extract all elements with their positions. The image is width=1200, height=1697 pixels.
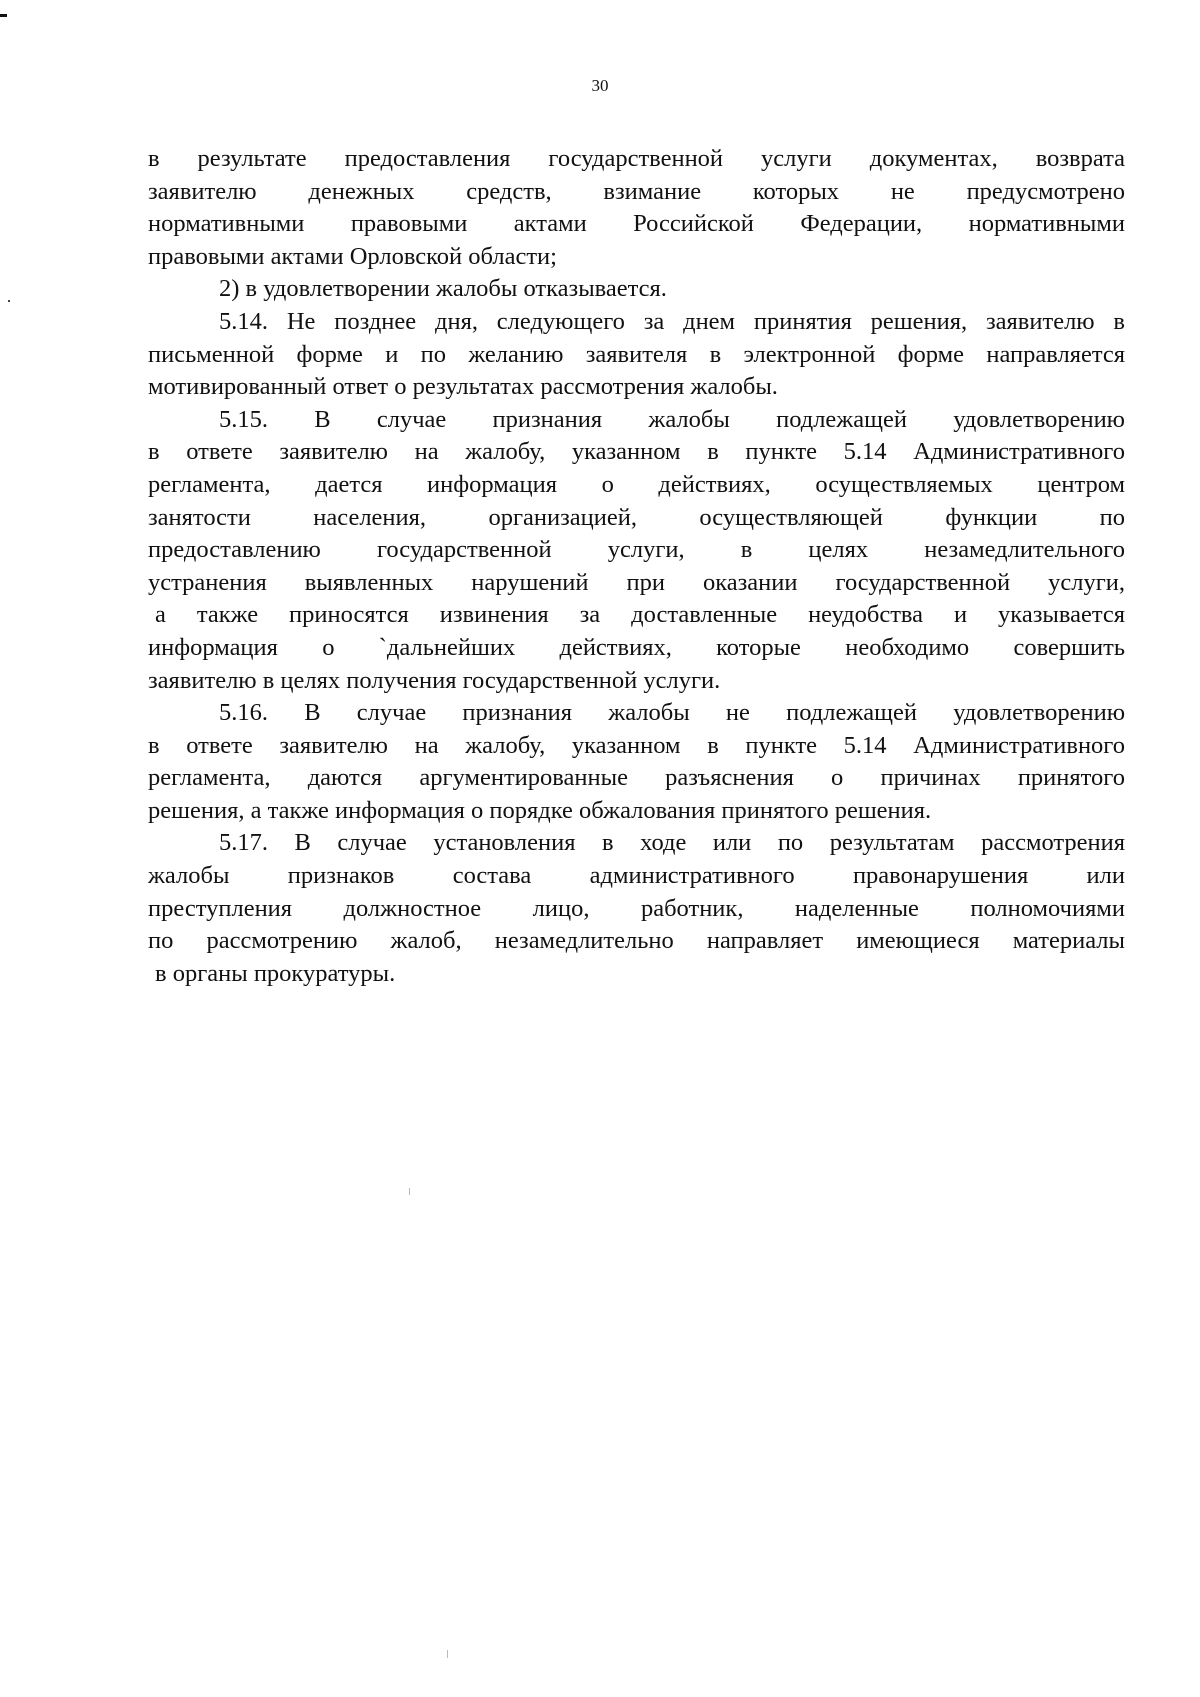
text-line: предоставлению государственной услуги, в целях незамедлительного [148,536,1125,564]
text-line: 5.16. В случае признания жалобы не подлежащей удовлетворению [219,699,1125,727]
document-body [148,143,1125,990]
text-line: регламента, дается информация о действиях, осуществляемых центром [148,470,1125,498]
scan-artifact [447,1650,448,1658]
text-line: мотивированный ответ о результатах рассмотрения жалобы. [148,373,778,401]
scan-artifact [0,14,7,17]
text-line: преступления должностное лицо, работник, наделенные полномочиями [148,894,1125,922]
text-line: решения, а также информация о порядке обжалования принятого решения. [148,796,932,824]
text-line: заявителю в целях получения государственной услуги. [148,666,721,694]
page-number: 30 [591,76,609,95]
text-line: 5.14. Не позднее дня, следующего за днем принятия решения, заявителю в [219,307,1125,335]
text-line: письменной форме и по желанию заявителя в электронной форме направляется [148,340,1125,368]
text-line: 2) в удовлетворении жалобы отказывается. [219,275,667,303]
text-line: заявителю денежных средств, взимание которых не предусмотрено [148,177,1125,205]
text-line: в ответе заявителю на жалобу, указанном в пункте 5.14 Административного [148,731,1125,759]
text-line: жалобы признаков состава административного правонарушения или [148,862,1125,890]
text-line: 5.15. В случае признания жалобы подлежащей удовлетворению [219,405,1125,433]
text-line: информация о `дальнейших действиях, которые необходимо совершить [148,633,1125,661]
text-line: в органы прокуратуры. [155,959,396,987]
text-line: а также приносятся извинения за доставленные неудобства и указывается [155,601,1125,629]
text-line: в результате предоставления государственной услуги документах, возврата [148,145,1125,172]
text-line: занятости населения, организацией, осуществляющей функции по [148,503,1125,531]
text-line: правовыми актами Орловской области; [148,242,557,270]
scan-artifact [8,300,10,302]
text-line: 5.17. В случае установления в ходе или по результатам рассмотрения [219,829,1125,857]
text-line: устранения выявленных нарушений при оказании государственной услуги, [148,568,1125,596]
text-line: в ответе заявителю на жалобу, указанном в пункте 5.14 Административного [148,438,1125,466]
text-line: регламента, даются аргументированные разъяснения о причинах принятого [148,764,1125,792]
scan-artifact [409,1188,410,1195]
text-line: нормативными правовыми актами Российской Федерации, нормативными [148,210,1125,238]
text-line: по рассмотрению жалоб, незамедлительно направляет имеющиеся материалы [148,927,1125,955]
